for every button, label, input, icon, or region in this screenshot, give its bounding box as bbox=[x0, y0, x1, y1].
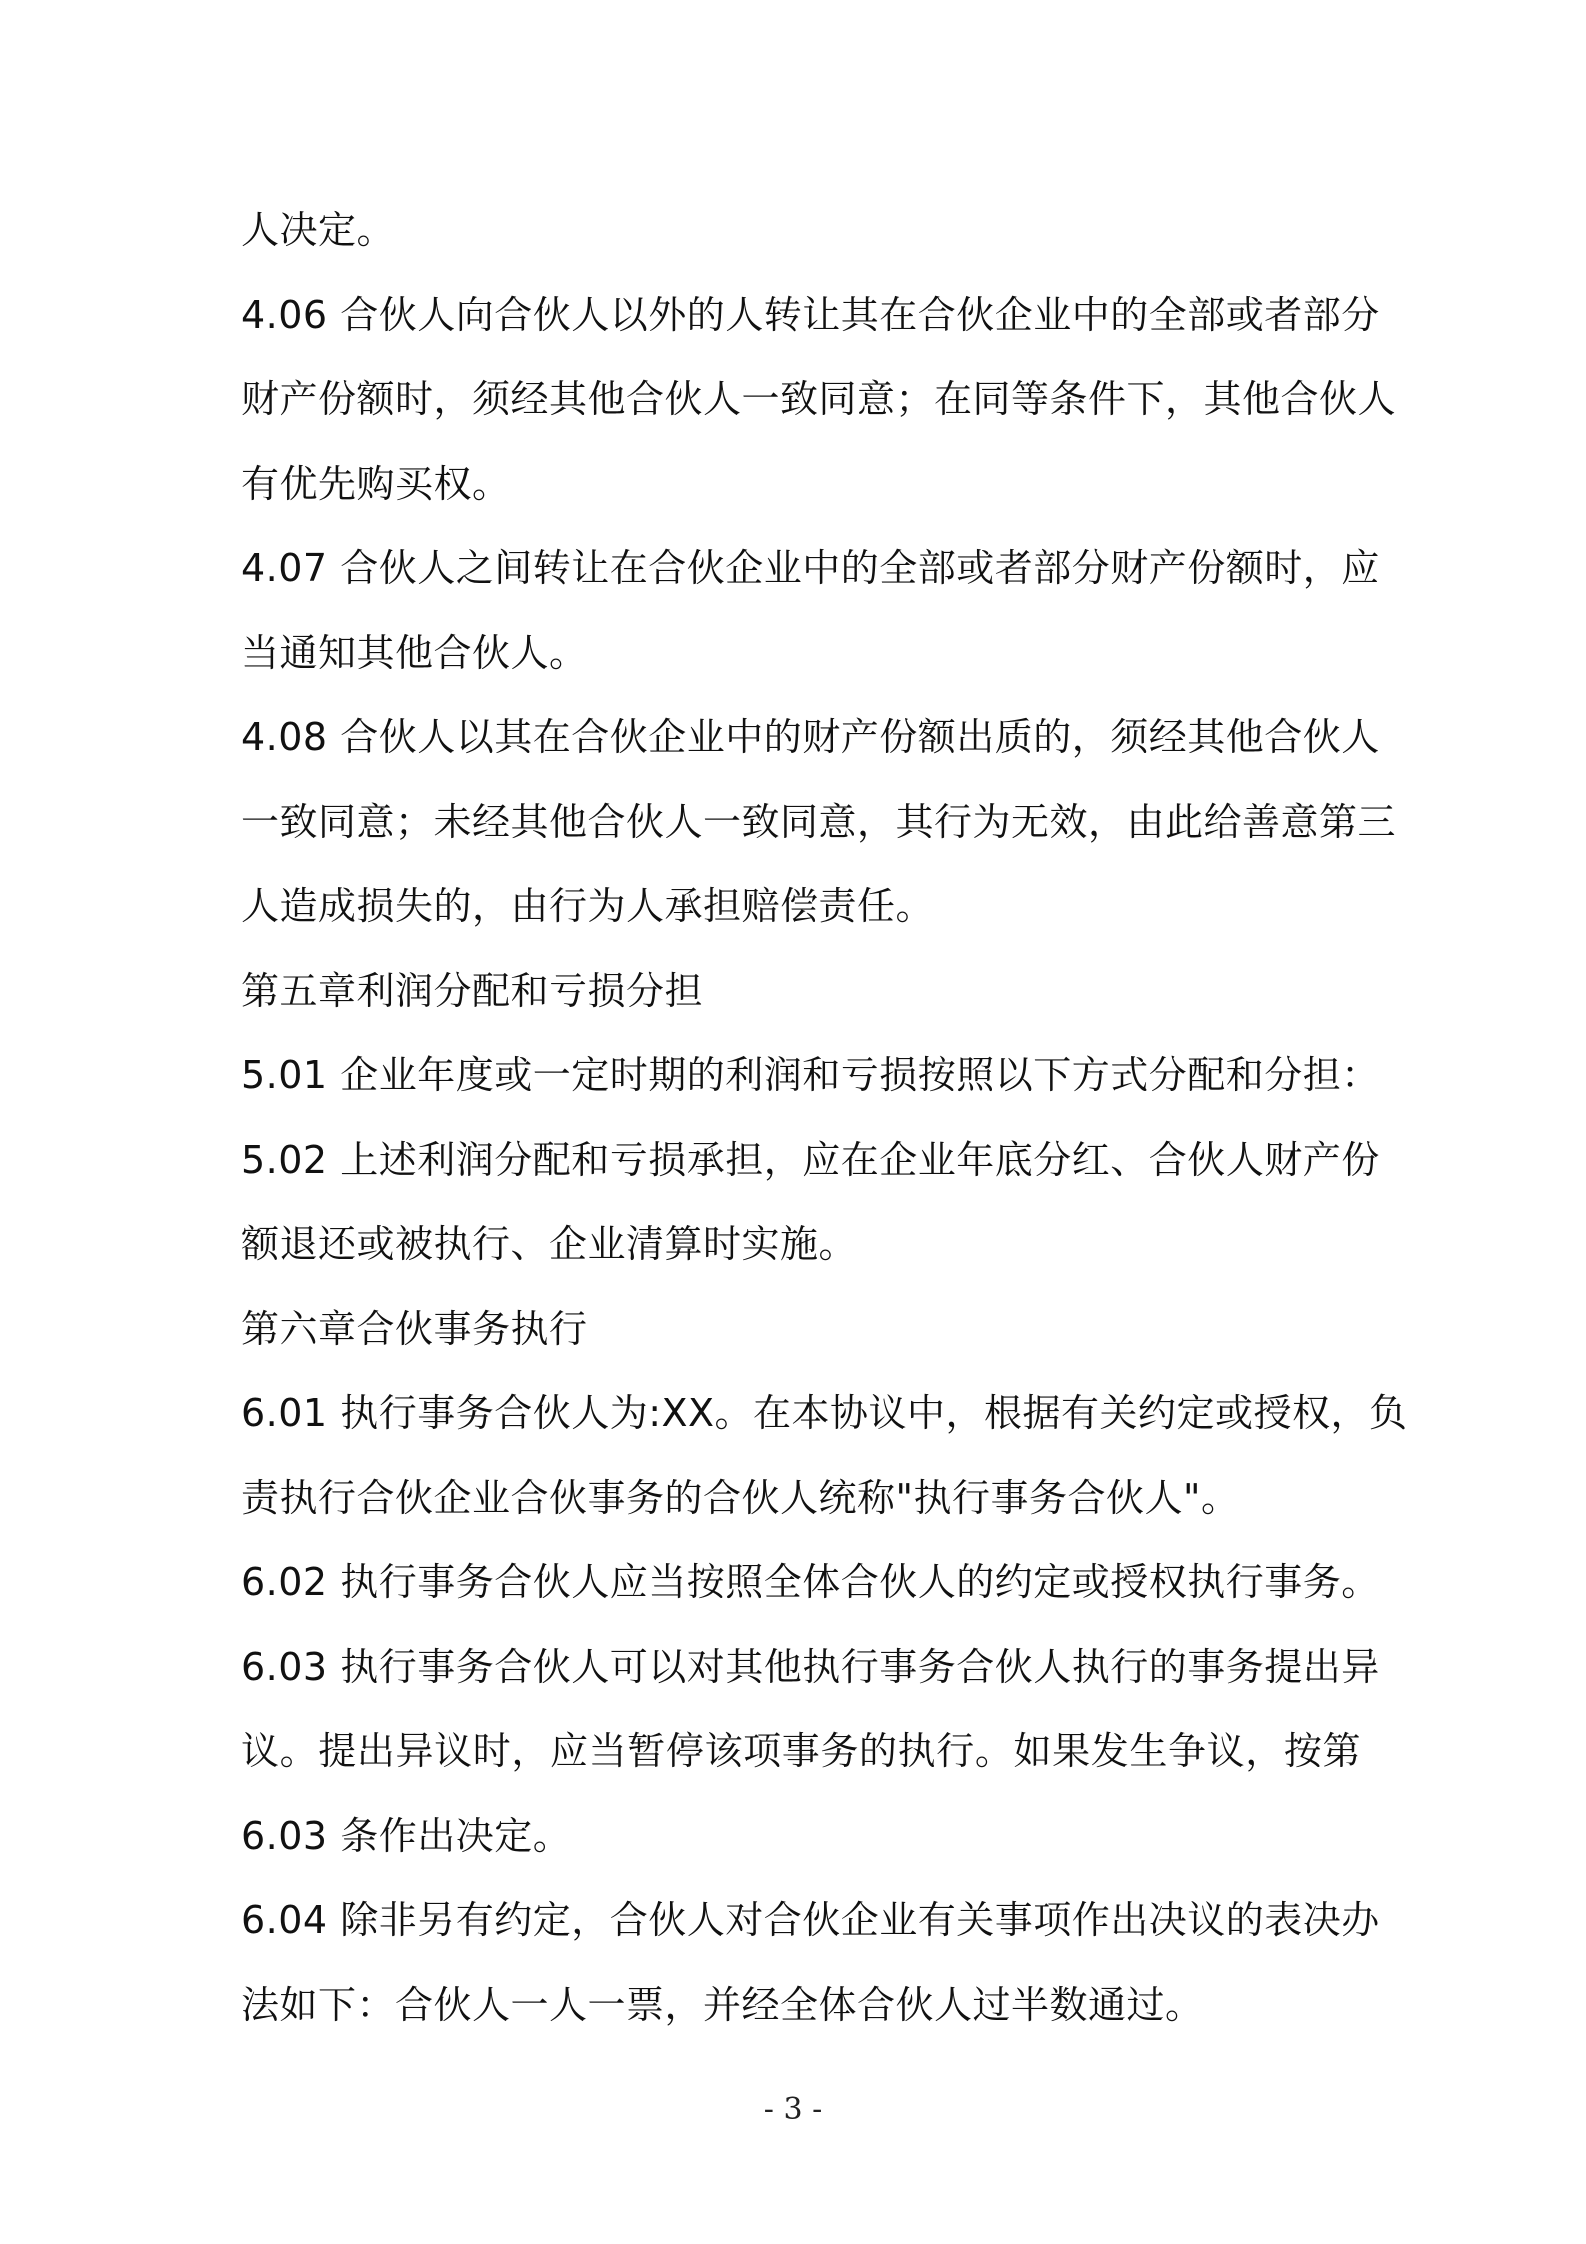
text-line: 5.02 上述利润分配和亏损承担，应在企业年底分红、合伙人财产份 bbox=[241, 1137, 1380, 1182]
text-line: 有优先购买权。 bbox=[241, 461, 511, 506]
document-body bbox=[241, 188, 1408, 2047]
text-line: 法如下：合伙人一人一票，并经全体合伙人过半数通过。 bbox=[241, 1982, 1204, 2027]
text-line: 一致同意；未经其他合伙人一致同意，其行为无效，由此给善意第三 bbox=[241, 799, 1397, 844]
text-line: 4.07 合伙人之间转让在合伙企业中的全部或者部分财产份额时，应 bbox=[241, 546, 1380, 590]
chapter-heading: 第五章利润分配和亏损分担 bbox=[241, 968, 704, 1013]
text-line: 4.08 合伙人以其在合伙企业中的财产份额出质的，须经其他合伙人 bbox=[241, 715, 1380, 759]
text-line: 人决定。 bbox=[241, 208, 396, 252]
text-line: 6.02 执行事务合伙人应当按照全体合伙人的约定或授权执行事务。 bbox=[241, 1560, 1380, 1604]
chapter-heading: 第六章合伙事务执行 bbox=[241, 1306, 588, 1351]
text-line: 议。提出异议时，应当暂停该项事务的执行。如果发生争议，按第 bbox=[241, 1729, 1361, 1773]
text-line: 6.01 执行事务合伙人为:XX。在本协议中，根据有关约定或授权，负 bbox=[241, 1391, 1408, 1435]
text-line: 6.04 除非另有约定，合伙人对合伙企业有关事项作出决议的表决办 bbox=[241, 1898, 1380, 1942]
text-line: 当通知其他合伙人。 bbox=[241, 630, 588, 675]
text-line: 4.06 合伙人向合伙人以外的人转让其在合伙企业中的全部或者部分 bbox=[241, 292, 1380, 337]
text-line: 6.03 执行事务合伙人可以对其他执行事务合伙人执行的事务提出异 bbox=[241, 1644, 1380, 1689]
text-line: 责执行合伙企业合伙事务的合伙人统称"执行事务合伙人"。 bbox=[241, 1475, 1240, 1520]
text-line: 额退还或被执行、企业清算时实施。 bbox=[241, 1222, 858, 1266]
text-line: 人造成损失的，由行为人承担赔偿责任。 bbox=[241, 884, 935, 928]
text-line: 财产份额时，须经其他合伙人一致同意；在同等条件下，其他合伙人 bbox=[241, 377, 1397, 421]
text-line: 5.01 企业年度或一定时期的利润和亏损按照以下方式分配和分担： bbox=[241, 1053, 1380, 1097]
text-line: 6.03 条作出决定。 bbox=[241, 1813, 572, 1858]
page-number: - 3 - bbox=[763, 2092, 823, 2127]
